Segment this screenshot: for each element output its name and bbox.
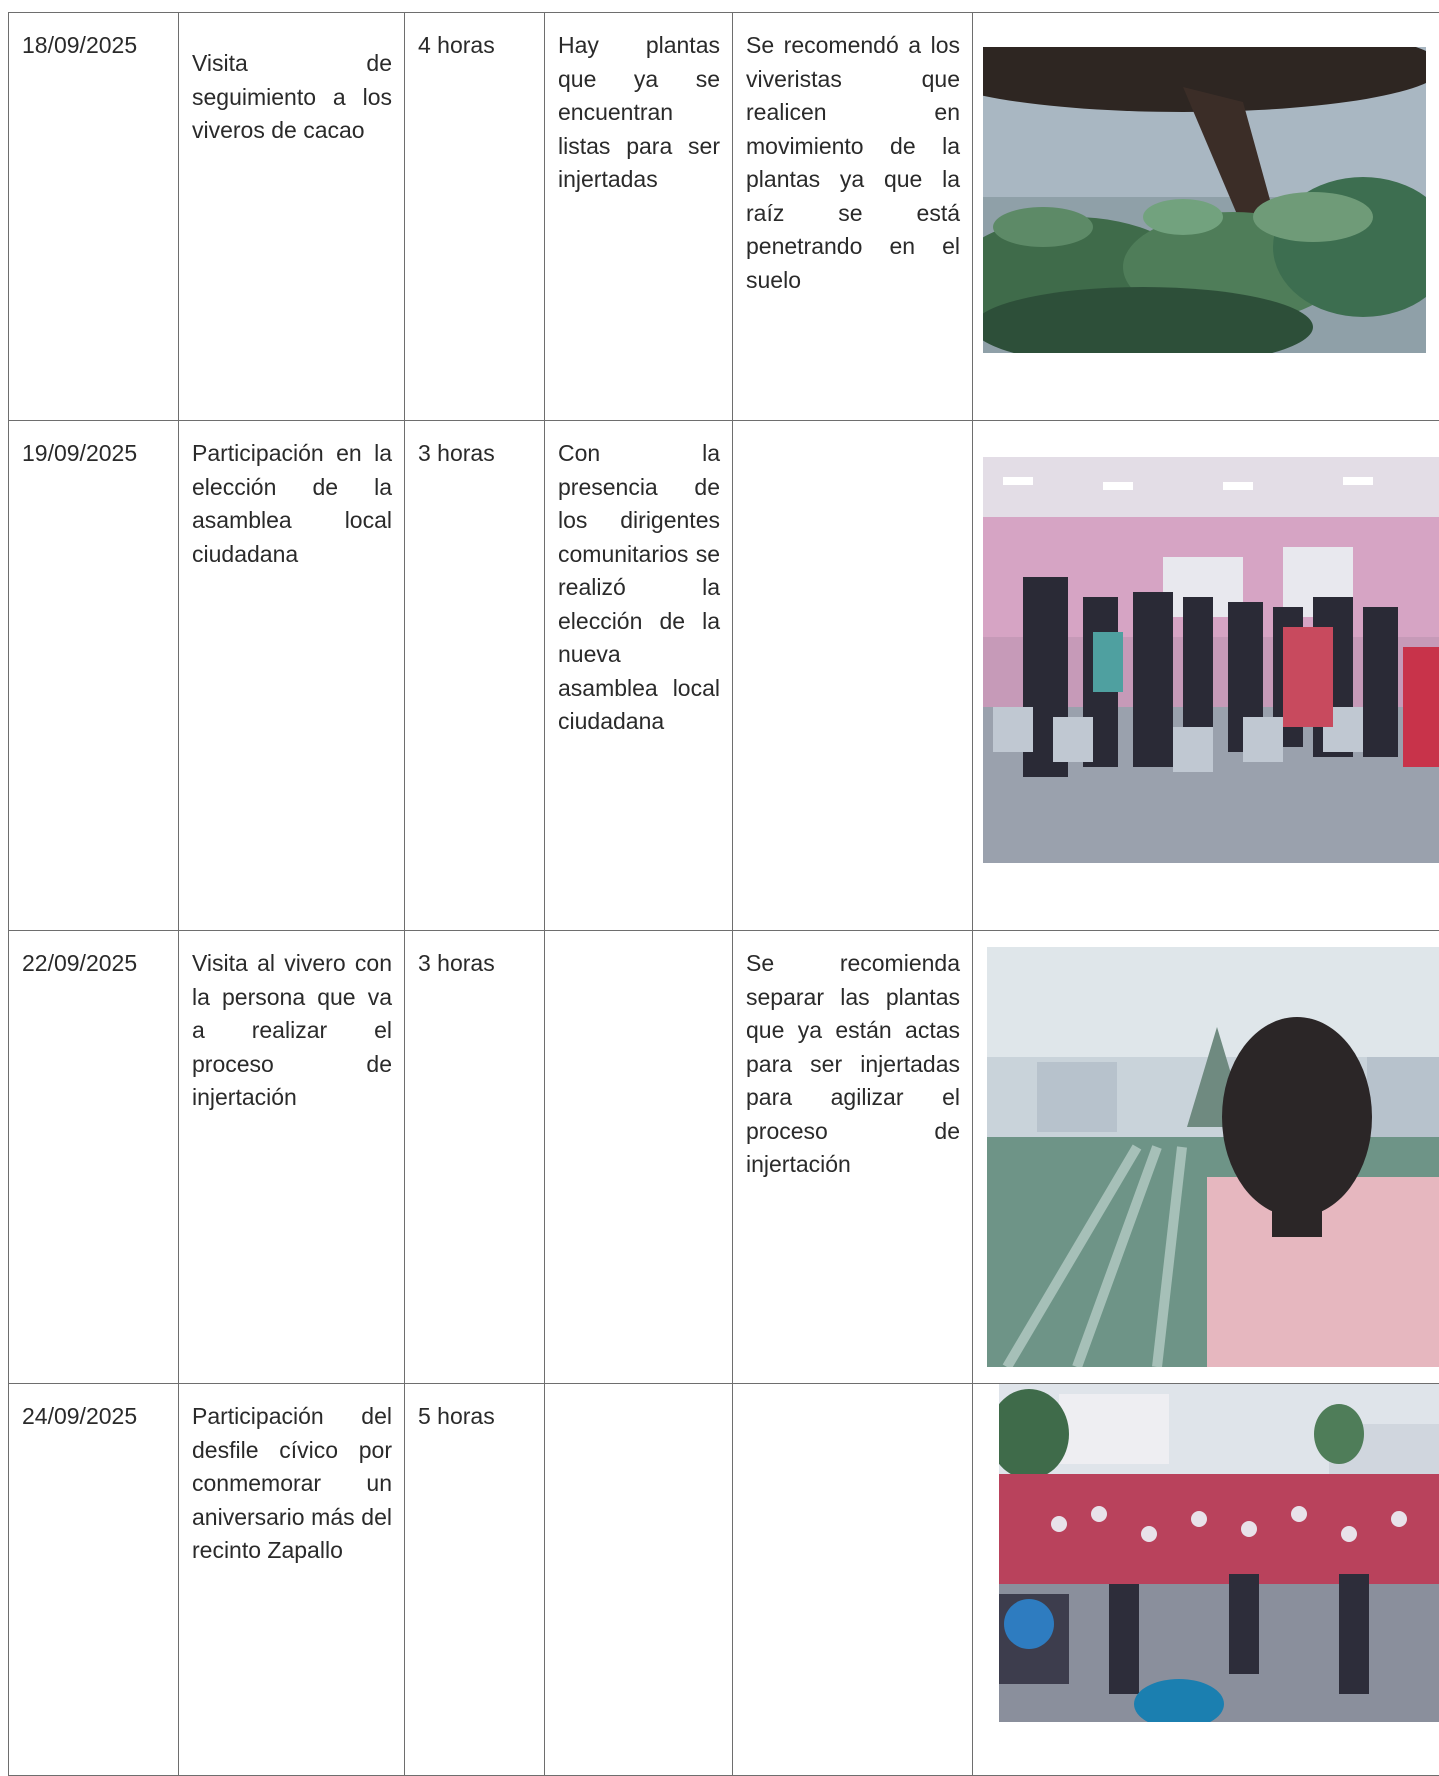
cacao-seedlings-photo bbox=[983, 47, 1426, 353]
recommendation-cell bbox=[733, 1384, 973, 1776]
date-cell: 22/09/2025 bbox=[9, 931, 179, 1384]
result-cell: Con la presencia de los dirigentes comunitarios se realizó la elección de la nueva asamblea local ciudadana bbox=[545, 421, 733, 931]
activity-report-table bbox=[8, 12, 1439, 1776]
civic-parade-photo bbox=[999, 1384, 1439, 1722]
date-cell: 19/09/2025 bbox=[9, 421, 179, 931]
result-cell bbox=[545, 1384, 733, 1776]
photo-cell bbox=[973, 1384, 1439, 1776]
date-cell: 24/09/2025 bbox=[9, 1384, 179, 1776]
nursery-selfie-photo bbox=[987, 947, 1439, 1367]
table-row bbox=[9, 1384, 1439, 1776]
recommendation-cell bbox=[733, 421, 973, 931]
photo-cell bbox=[973, 421, 1439, 931]
date-cell: 18/09/2025 bbox=[9, 13, 179, 421]
activity-cell: Participación del desfile cívico por conmemorar un aniversario más del recinto Zapallo bbox=[179, 1384, 405, 1776]
photo-cell bbox=[973, 931, 1439, 1384]
hours-cell: 4 horas bbox=[405, 13, 545, 421]
table-row bbox=[9, 13, 1439, 421]
table-row bbox=[9, 421, 1439, 931]
activity-cell: Visita de seguimiento a los viveros de cacao bbox=[179, 13, 405, 421]
table-row bbox=[9, 931, 1439, 1384]
hours-cell: 3 horas bbox=[405, 421, 545, 931]
assembly-meeting-photo bbox=[983, 457, 1439, 863]
recommendation-cell: Se recomendó a los viveristas que realicen en movimiento de la plantas ya que la raíz se está penetrando en el suelo bbox=[733, 13, 973, 421]
activity-cell: Participación en la elección de la asamblea local ciudadana bbox=[179, 421, 405, 931]
hours-cell: 5 horas bbox=[405, 1384, 545, 1776]
recommendation-cell: Se recomienda separar las plantas que ya están actas para ser injertadas para agilizar el proceso de injertación bbox=[733, 931, 973, 1384]
activity-cell: Visita al vivero con la persona que va a realizar el proceso de injertación bbox=[179, 931, 405, 1384]
hours-cell: 3 horas bbox=[405, 931, 545, 1384]
result-cell bbox=[545, 931, 733, 1384]
photo-cell bbox=[973, 13, 1439, 421]
result-cell: Hay plantas que ya se encuentran listas para ser injertadas bbox=[545, 13, 733, 421]
